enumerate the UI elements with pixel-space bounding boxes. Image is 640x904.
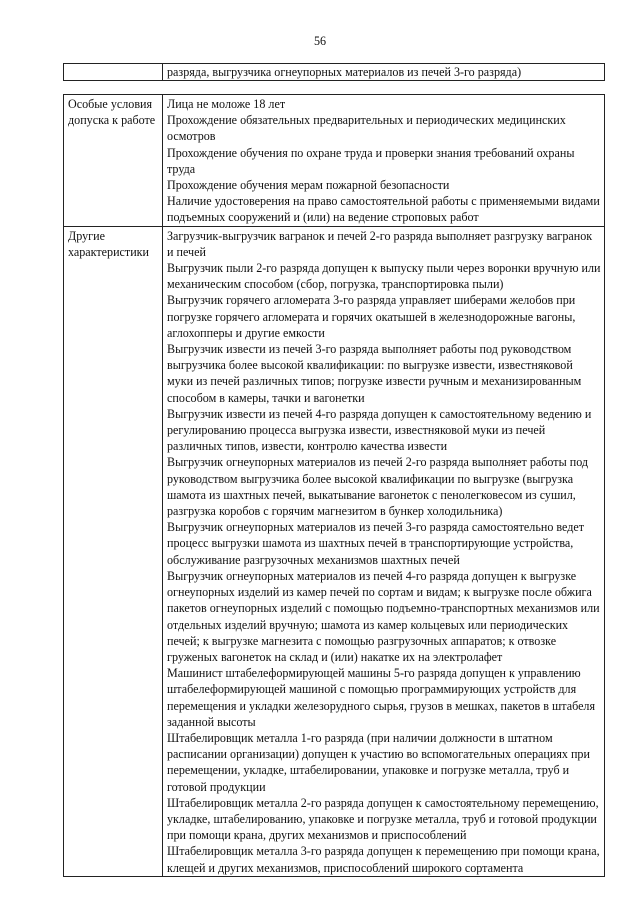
paragraph: Выгрузчик огнеупорных материалов из печей 2-го разряда выполняет работы под руководством выгрузчика более высокой квалификации по выгрузке (выгрузка шамота из шахтных печей, выкатывание вагонеток с пенолегковесом из сушил, разгрузка коробов с горячим магнезитом в бункер холодильника)	[167, 455, 589, 519]
section-label: Другие характеристики	[64, 226, 163, 876]
continuation-table	[63, 63, 605, 81]
paragraph: Штабелировщик металла 2-го разряда допущен к самостоятельному перемещению, укладке, штабелированию, упаковке и погрузке металла, труб и готовой продукции при помощи крана, других механизмов и приспособлений	[167, 795, 599, 843]
paragraph: Наличие удостоверения на право самостоятельной работы с применяемыми видами подъемных сооружений и (или) на ведение строповых работ	[167, 194, 600, 225]
section-body	[163, 95, 605, 227]
paragraph: Загрузчик-выгрузчик вагранок и печей 2-го разряда выполняет разгрузку вагранок и печей	[167, 228, 593, 259]
paragraph: Выгрузчик горячего агломерата 3-го разряда управляет шиберами желобов при погрузке горячего агломерата и горячих окатышей в железнодорожные вагоны, аглохопперы и другие емкости	[167, 293, 576, 340]
paragraph: Выгрузчик пыли 2-го разряда допущен к выпуску пыли через воронки вручную или механическим способом (сбор, погрузка, транспортировка пыли)	[167, 261, 601, 292]
section-label: Особые условия допуска к работе	[64, 95, 163, 227]
paragraph: Прохождение обязательных предварительных и периодических медицинских осмотров	[167, 113, 566, 144]
continuation-row	[64, 64, 605, 81]
paragraph: Прохождение обучения по охране труда и проверки знания требований охраны труда	[167, 145, 575, 176]
continuation-text: разряда, выгрузчика огнеупорных материалов из печей 3-го разряда)	[163, 64, 605, 81]
section-body	[163, 226, 605, 876]
paragraph: Выгрузчик огнеупорных материалов из печей 4-го разряда допущен к выгрузке огнеупорных изделий из камер печей по сортам и видам; к выгрузке после обжига пакетов огнеупорных изделий с помощью подъемно-транспортных механизмов или отдельных изделий вручную; шамота из камер кольцевых или периодических печей; к выгрузке магнезита с помощью разгрузочных аппаратов; к отвозке груженых вагонеток на склад и (или) накатке их на электролафет	[167, 568, 600, 664]
paragraph: Лица не моложе 18 лет	[167, 97, 286, 111]
paragraph: Выгрузчик извести из печей 4-го разряда допущен к самостоятельному ведению и регулированию процесса выгрузка извести, известняковой муки из печей различных типов, извести, контролю качества извести	[167, 406, 592, 454]
continuation-label-cell	[64, 64, 163, 81]
paragraph: Выгрузчик огнеупорных материалов из печей 3-го разряда самостоятельно ведет процесс выгрузки шамота из шахтных печей в транспортирующие устройства, обслуживание разгрузочных механизмов шахтных печей	[167, 520, 585, 567]
paragraph: Прохождение обучения мерам пожарной безопасности	[167, 178, 450, 193]
paragraph: Штабелировщик металла 1-го разряда (при наличии должности в штатном расписании организации) допущен к участию во вспомогательных операциях при перемещении, укладке, штабелировании, упаковке и погрузке металла, труб и готовой продукции	[167, 730, 590, 794]
paragraph: Машинист штабелеформирующей машины 5-го разряда допущен к управлению штабелеформирующей машиной с помощью программирующих устройств для перемещения и укладки железорудного сырья, грузов в мешках, пакетов в штабеля заданной высоты	[167, 666, 596, 729]
requirements-table	[63, 94, 605, 877]
section-row-other	[64, 226, 605, 876]
section-row-admission	[64, 95, 605, 227]
page-number: 56	[313, 34, 327, 48]
paragraph: Штабелировщик металла 3-го разряда допущен к перемещению при помощи крана, клещей и других механизмов, приспособлений широкого сортамента	[167, 844, 600, 875]
paragraph: Выгрузчик извести из печей 3-го разряда выполняет работы под руководством выгрузчика более высокой квалификации: по выгрузке извести, известняковой муки из печей различных типов; погрузке извести ручным и механизированным способом в камеры, тачки и вагонетки	[167, 342, 582, 405]
